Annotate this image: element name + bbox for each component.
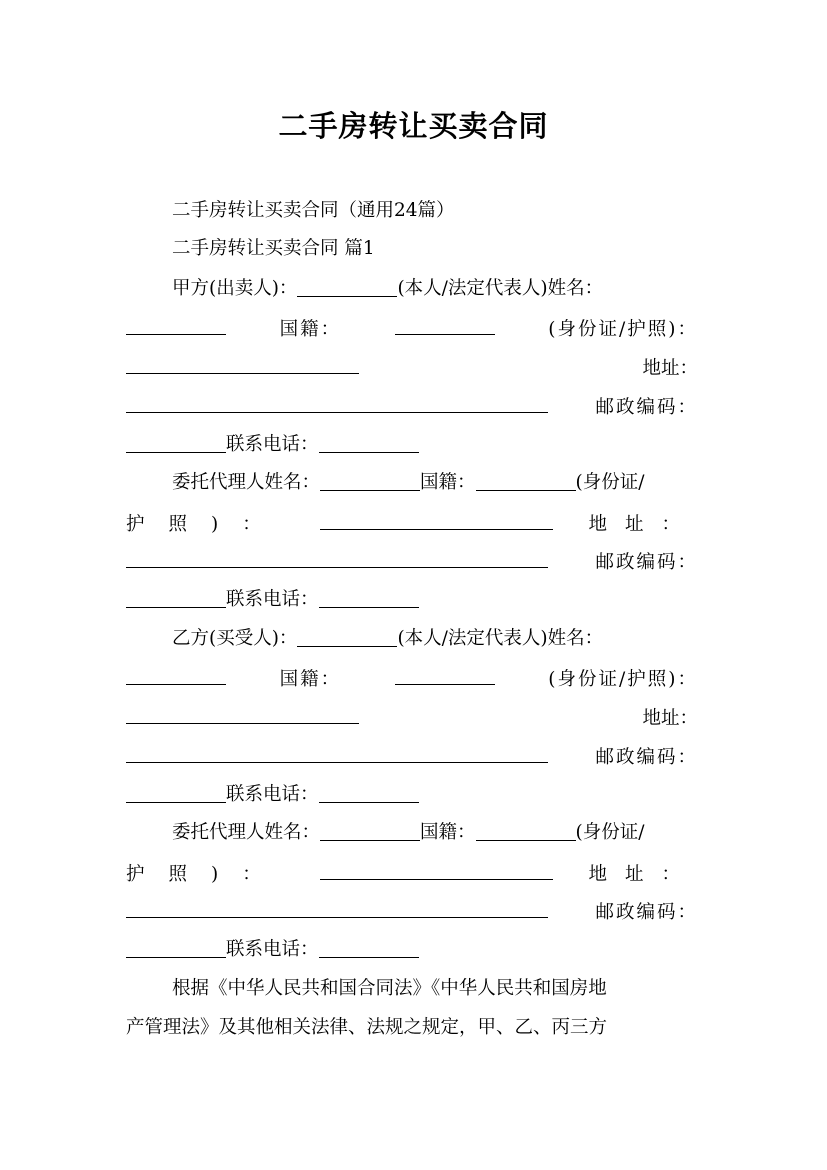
closing-paragraph-line2: 产管理法》及其他相关法律、法规之规定，甲、乙、丙三方 — [126, 1017, 608, 1038]
postal-code-label: 邮政编码： — [595, 747, 698, 768]
party-a-postal-line — [126, 393, 698, 419]
nationality-blank[interactable] — [395, 665, 495, 685]
phone-blank[interactable] — [319, 783, 419, 803]
agent-b-address-line — [126, 860, 698, 886]
name-blank[interactable] — [126, 315, 226, 335]
legal-rep-label: (本人/法定代表人)姓名： — [397, 628, 604, 649]
party-a-line — [126, 276, 698, 302]
postal-code-blank[interactable] — [126, 433, 226, 453]
address-label: 地址： — [588, 864, 698, 885]
name-blank[interactable] — [126, 665, 226, 685]
passport-label: 护照)： — [126, 864, 285, 885]
nationality-label: 国籍： — [279, 669, 342, 690]
agent-name-blank[interactable] — [320, 821, 420, 841]
address-label: 地址： — [588, 514, 698, 535]
agent-nationality-label: 国籍： — [420, 822, 476, 843]
party-a-address-line — [126, 354, 698, 380]
party-a-blank[interactable] — [297, 277, 397, 297]
agent-a-address-line — [126, 510, 698, 536]
agent-phone-blank[interactable] — [319, 588, 419, 608]
address-blank[interactable] — [126, 393, 548, 413]
agent-nationality-blank[interactable] — [476, 821, 576, 841]
postal-code-label: 邮政编码： — [595, 552, 698, 573]
agent-address-blank[interactable] — [126, 548, 548, 568]
agent-name-blank[interactable] — [320, 471, 420, 491]
agent-nationality-label: 国籍： — [420, 472, 476, 493]
party-a-label: 甲方(出卖人)： — [172, 278, 298, 299]
agent-postal-blank[interactable] — [126, 588, 226, 608]
agent-name-label: 委托代理人姓名： — [172, 472, 321, 493]
id-blank[interactable] — [126, 354, 359, 374]
intro-paragraph: 二手房转让买卖合同（通用24篇） — [172, 200, 455, 221]
postal-code-label: 邮政编码： — [595, 902, 698, 923]
address-blank[interactable] — [126, 743, 548, 763]
party-b-line — [126, 626, 698, 652]
agent-b-line — [126, 820, 698, 846]
agent-a-postal-line — [126, 548, 698, 574]
agent-name-label: 委托代理人姓名： — [172, 822, 321, 843]
id-passport-label: (身份证/护照)： — [548, 319, 698, 340]
agent-nationality-blank[interactable] — [476, 471, 576, 491]
section-heading: 二手房转让买卖合同 篇1 — [172, 238, 375, 259]
agent-a-phone-line — [126, 587, 698, 613]
agent-id-blank[interactable] — [320, 860, 553, 880]
postal-code-label: 邮政编码： — [595, 397, 698, 418]
agent-postal-blank[interactable] — [126, 938, 226, 958]
id-blank[interactable] — [126, 704, 359, 724]
id-passport-label: (身份证/护照)： — [548, 669, 698, 690]
address-label: 地址： — [642, 358, 698, 379]
agent-id-label: (身份证/ — [575, 822, 645, 843]
nationality-blank[interactable] — [395, 315, 495, 335]
closing-paragraph-line1: 根据《中华人民共和国合同法》《中华人民共和国房地 — [172, 978, 607, 999]
agent-phone-blank[interactable] — [319, 938, 419, 958]
agent-id-blank[interactable] — [320, 510, 553, 530]
party-a-phone-line — [126, 432, 698, 458]
address-label: 地址： — [642, 708, 698, 729]
postal-code-blank[interactable] — [126, 783, 226, 803]
agent-id-label: (身份证/ — [575, 472, 645, 493]
legal-rep-label: (本人/法定代表人)姓名： — [397, 278, 604, 299]
agent-a-line — [126, 470, 698, 496]
phone-label: 联系电话： — [226, 784, 319, 805]
agent-address-blank[interactable] — [126, 898, 548, 918]
party-b-label: 乙方(买受人)： — [172, 628, 298, 649]
document-title: 二手房转让买卖合同 — [278, 109, 549, 143]
nationality-label: 国籍： — [279, 319, 342, 340]
phone-label: 联系电话： — [226, 589, 319, 610]
phone-blank[interactable] — [319, 433, 419, 453]
party-b-id-line — [126, 665, 698, 691]
party-b-phone-line — [126, 782, 698, 808]
agent-b-phone-line — [126, 937, 698, 963]
party-a-id-line — [126, 315, 698, 341]
party-b-postal-line — [126, 743, 698, 769]
phone-label: 联系电话： — [226, 434, 319, 455]
phone-label: 联系电话： — [226, 939, 319, 960]
passport-label: 护照)： — [126, 514, 285, 535]
party-b-blank[interactable] — [297, 627, 397, 647]
party-b-address-line — [126, 704, 698, 730]
agent-b-postal-line — [126, 898, 698, 924]
